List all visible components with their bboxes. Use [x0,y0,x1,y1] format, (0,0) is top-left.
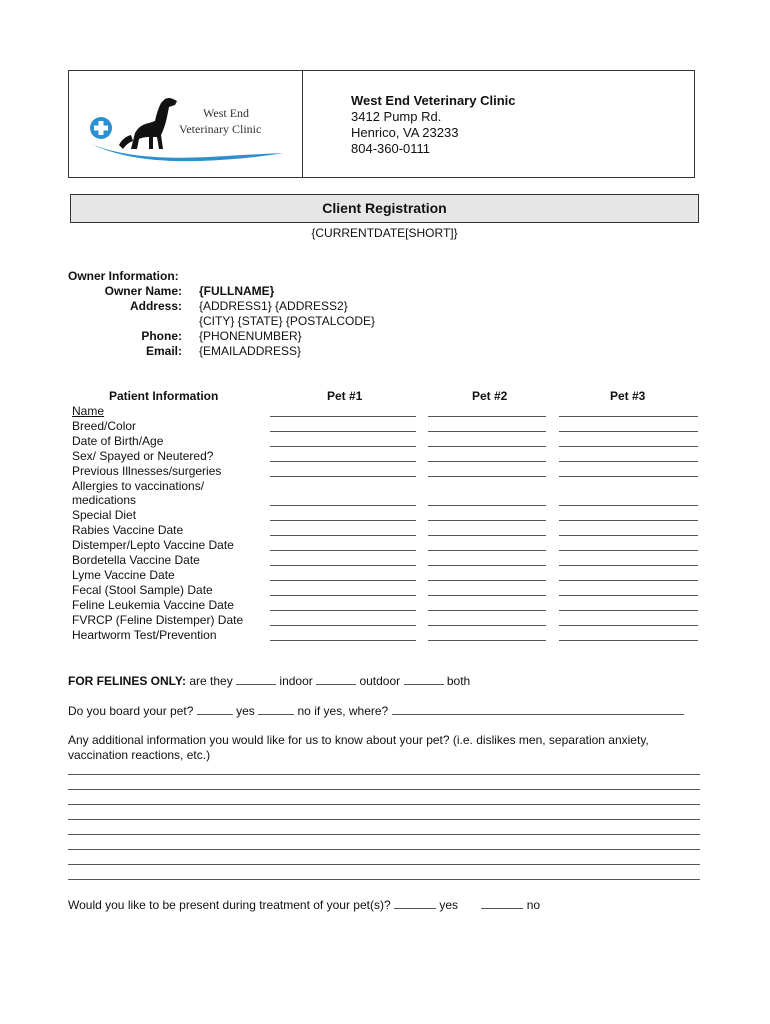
patient-row-label: Breed/Color [72,418,137,433]
additional-info-line[interactable] [68,864,700,865]
pet3-field[interactable] [559,461,698,462]
pet2-heading: Pet #2 [472,389,508,403]
pet2-field[interactable] [428,640,546,641]
present-no-blank[interactable] [481,897,523,909]
pet2-field[interactable] [428,505,546,506]
board-yes-blank[interactable] [197,703,233,715]
owner-name-value[interactable]: {FULLNAME} [199,284,275,298]
pet2-field[interactable] [428,595,546,596]
pet3-heading: Pet #3 [610,389,646,403]
page-title: Client Registration [70,194,699,223]
address-line2[interactable]: {CITY} {STATE} {POSTALCODE} [199,314,376,328]
additional-line2: vaccination reactions, etc.) [68,748,211,762]
patient-row-label: Sex/ Spayed or Neutered? [72,448,214,463]
indoor-option: indoor [279,674,313,688]
clinic-address-block [351,93,515,157]
patient-row-label: Fecal (Stool Sample) Date [72,582,213,597]
pet3-field[interactable] [559,595,698,596]
pet3-field[interactable] [559,416,698,417]
both-option: both [446,674,471,688]
patient-row-label: medications [72,493,137,508]
patient-row-label: Rabies Vaccine Date [72,523,184,538]
additional-info-line[interactable] [68,774,700,775]
pet2-field[interactable] [428,446,546,447]
clinic-logo [69,71,303,177]
present-prompt: Would you like to be present during treatment of your pet(s)? [68,898,391,912]
pet3-field[interactable] [559,431,698,432]
pet3-field[interactable] [559,580,698,581]
pet1-field[interactable] [270,520,416,521]
clinic-city: Henrico, VA 23233 [351,125,459,140]
pet2-field[interactable] [428,461,546,462]
pet2-field[interactable] [428,520,546,521]
additional-info-line[interactable] [68,789,700,790]
pet2-field[interactable] [428,610,546,611]
swoosh-icon [89,143,283,161]
board-question [68,703,684,719]
email-label: Email: [145,344,182,358]
present-question [68,897,540,913]
pet3-field[interactable] [559,535,698,536]
pet1-field[interactable] [270,416,416,417]
pet3-field[interactable] [559,476,698,477]
patient-row-label: Lyme Vaccine Date [72,567,175,582]
felines-label: FOR FELINES ONLY: [68,674,187,688]
address-label: Address: [129,299,182,313]
pet1-field[interactable] [270,640,416,641]
current-date: {CURRENTDATE[SHORT]} [311,226,458,240]
address-line1[interactable]: {ADDRESS1} {ADDRESS2} [199,299,348,313]
felines-prompt: are they [189,674,233,688]
pet2-field[interactable] [428,416,546,417]
pet3-field[interactable] [559,610,698,611]
patient-row-label: Special Diet [72,508,137,523]
phone-label: Phone: [141,329,182,343]
board-where-blank[interactable] [392,703,684,715]
patient-row-label: Previous Illnesses/surgeries [72,463,222,478]
pet3-field[interactable] [559,520,698,521]
additional-line1: Any additional information you would like for us to know about your pet? (i.e. dislikes men, separation anxiety, [68,733,649,747]
pet3-field[interactable] [559,446,698,447]
pet1-field[interactable] [270,625,416,626]
patient-row-label: Allergies to vaccinations/ [72,478,205,493]
pet2-field[interactable] [428,431,546,432]
patient-row-label: Heartworm Test/Prevention [72,627,217,642]
outdoor-blank[interactable] [316,673,356,685]
patient-row-label: Name [72,404,105,418]
patient-info-heading: Patient Information [109,389,219,403]
additional-info-line[interactable] [68,804,700,805]
pet1-field[interactable] [270,476,416,477]
pet3-field[interactable] [559,550,698,551]
additional-info-line[interactable] [68,834,700,835]
owner-heading: Owner Information: [68,269,179,283]
additional-info-prompt [68,733,649,763]
pet2-field[interactable] [428,580,546,581]
pet1-field[interactable] [270,505,416,506]
pet1-field[interactable] [270,550,416,551]
clinic-street: 3412 Pump Rd. [351,109,442,124]
pet3-field[interactable] [559,640,698,641]
outdoor-option: outdoor [359,674,401,688]
indoor-blank[interactable] [236,673,276,685]
clinic-header [68,70,695,178]
additional-info-line[interactable] [68,849,700,850]
logo-graphic [69,71,301,177]
pet1-field[interactable] [270,535,416,536]
board-no: no [297,704,311,718]
patient-row-label: FVRCP (Feline Distemper) Date [72,612,244,627]
pet2-field[interactable] [428,625,546,626]
patient-row-label: Date of Birth/Age [72,433,164,448]
patient-row-label: Distemper/Lepto Vaccine Date [72,538,234,553]
pet1-field[interactable] [270,446,416,447]
email-value[interactable]: {EMAILADDRESS} [199,344,302,358]
present-yes: yes [439,898,458,912]
pet1-field[interactable] [270,461,416,462]
additional-info-line[interactable] [68,879,700,880]
pet1-field[interactable] [270,610,416,611]
pet1-field[interactable] [270,580,416,581]
felines-question [68,673,470,689]
patient-row-label: Bordetella Vaccine Date [72,553,200,567]
pet3-field[interactable] [559,625,698,626]
dog-silhouette-icon [119,98,177,149]
pet1-heading: Pet #1 [327,389,363,403]
both-blank[interactable] [404,673,444,685]
board-where: if yes, where? [314,704,389,718]
board-yes: yes [236,704,255,718]
clinic-name: West End Veterinary Clinic [351,93,516,108]
pet2-field[interactable] [428,565,546,566]
pet2-field[interactable] [428,476,546,477]
present-yes-blank[interactable] [394,897,436,909]
phone-value[interactable]: {PHONENUMBER} [199,329,302,343]
additional-info-line[interactable] [68,819,700,820]
logo-text-line1: West End [203,106,250,120]
logo-text-line2: Veterinary Clinic [179,122,262,136]
medical-cross-icon [90,117,112,139]
pet2-field[interactable] [428,535,546,536]
clinic-phone: 804-360-0111 [351,141,431,156]
owner-name-label: Owner Name: [104,284,182,298]
present-no: no [526,898,541,912]
patient-row-label: Feline Leukemia Vaccine Date [72,597,234,612]
pet1-field[interactable] [270,565,416,566]
board-prompt: Do you board your pet? [68,704,194,718]
pet1-field[interactable] [270,431,416,432]
pet3-field[interactable] [559,565,698,566]
pet1-field[interactable] [270,595,416,596]
board-no-blank[interactable] [258,703,294,715]
pet3-field[interactable] [559,505,698,506]
pet2-field[interactable] [428,550,546,551]
